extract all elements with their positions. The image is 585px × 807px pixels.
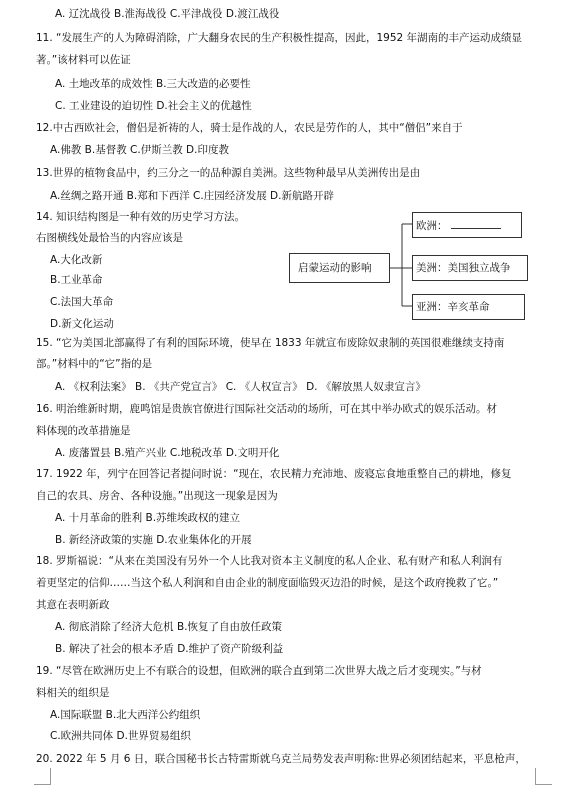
q13-options: A.丝绸之路开通 B.郑和下西洋 C.庄园经济发展 D.新航路开辟 <box>50 190 334 202</box>
q16-stem-line-2: 料体现的改革措施是 <box>36 425 131 437</box>
q16-options: A. 废藩置县 B.殖产兴业 C.地税改革 D.文明开化 <box>55 447 280 459</box>
q20-stem-line-1: 20. 2022 年 5 月 6 日，联合国秘书长古特雷斯就乌克兰局势发表声明称:世界必须团结起来，平息枪声， <box>36 753 526 765</box>
q19-stem-line-2: 料相关的组织是 <box>36 687 110 699</box>
q14-option-b: B.工业革命 <box>50 274 103 286</box>
q17-options-cd: B. 新经济政策的实施 D.农业集体化的开展 <box>55 534 252 546</box>
diagram-europe-label: 欧洲： <box>416 220 448 232</box>
q19-stem-line-1: 19. “尽管在欧洲历史上不有联合的设想，但欧洲的联合直到第二次世界大战之后才变现实。”与材 <box>36 665 482 677</box>
q11-stem-line-2: 著。”该材料可以佐证 <box>36 54 131 66</box>
diagram-america-box <box>412 255 528 281</box>
q15-stem-line-2: 部。”材料中的“它”指的是 <box>36 358 153 370</box>
diagram-america-label: 美洲：美国独立战争 <box>416 262 511 274</box>
diagram-asia-label: 亚洲：辛亥革命 <box>416 301 490 313</box>
q14-stem-line-1: 14. 知识结构图是一种有效的历史学习方法。 <box>36 211 246 223</box>
q12-options: A.佛教 B.基督教 C.伊斯兰教 D.印度教 <box>50 144 229 156</box>
q11-options-ab: A. 土地改革的成效性 B.三大改造的必要性 <box>55 78 251 90</box>
q19-options-cd: C.欧洲共同体 D.世界贸易组织 <box>50 730 191 742</box>
q16-stem-line-1: 16. 明治维新时期，鹿鸣馆是贵族官僚进行国际社交活动的场所，可在其中举办欧式的娱乐活动。材 <box>36 403 498 415</box>
q11-options-cd: C. 工业建设的迫切性 D.社会主义的优越性 <box>55 100 252 112</box>
q17-stem-line-2: 自己的农具、房舍、各种设施。”出现这一现象是因为 <box>36 490 278 502</box>
q14-stem-line-2: 右图横线处最恰当的内容应该是 <box>36 232 183 244</box>
diagram-center-label: 启蒙运动的影响 <box>298 262 372 274</box>
q15-stem-line-1: 15. “它为美国北部赢得了有利的国际环境，使早在 1833 年就宣布废除奴隶制的英国很难继续支持南 <box>36 337 505 349</box>
q14-option-d: D.新文化运动 <box>50 318 114 330</box>
q18-options-ab: A. 彻底消除了经济大危机 B.恢复了自由放任政策 <box>55 621 283 633</box>
q13-stem: 13.世界的植物食品中，约三分之一的品种源自美洲。这些物种最早从美洲传出是由 <box>36 167 421 179</box>
q10-options-line: A. 辽沈战役 B.淮海战役 C.平津战役 D.渡江战役 <box>55 8 280 20</box>
q15-options: A. 《权利法案》 B. 《共产党宣言》 C. 《人权宣言》 D. 《解放黑人奴隶宣言》 <box>55 381 426 393</box>
q18-options-cd: B. 解决了社会的根本矛盾 D.维护了资产阶级利益 <box>55 643 284 655</box>
q17-options-ab: A. 十月革命的胜利 B.苏维埃政权的建立 <box>55 512 241 524</box>
q14-option-c: C.法国大革命 <box>50 296 114 308</box>
q19-options-ab: A.国际联盟 B.北大西洋公约组织 <box>50 709 201 721</box>
diagram-asia-box <box>412 294 525 320</box>
q18-stem-line-2: 着更坚定的信仰……当这个私人利润和自由企业的制度面临毁灭边沿的时候，是这个政府挽救了它。” <box>36 577 499 589</box>
q18-stem-line-1: 18. 罗斯福说：“从来在美国没有另外一个人比我对资本主义制度的私人企业、私有财产和私人利润有 <box>36 555 503 567</box>
q17-stem-line-1: 17. 1922 年，列宁在回答记者提问时说：“现在，农民精力充沛地、废寝忘食地重整自己的耕地，修复 <box>36 468 512 480</box>
q14-option-a: A.大化改新 <box>50 254 103 266</box>
diagram-europe-blank <box>451 218 501 229</box>
q18-stem-line-3: 其意在表明新政 <box>36 599 110 611</box>
diagram-center-box <box>289 253 390 283</box>
q11-stem-line-1: 11. “发展生产的人为障碍消除，广大翻身农民的生产积极性提高，因此，1952 年湖南的丰产运动成绩显 <box>36 32 523 44</box>
diagram-europe-box <box>412 212 522 238</box>
q12-stem: 12.中古西欧社会，僧侣是祈祷的人，骑士是作战的人，农民是劳作的人，其中“僧侣”来自于 <box>36 122 463 134</box>
